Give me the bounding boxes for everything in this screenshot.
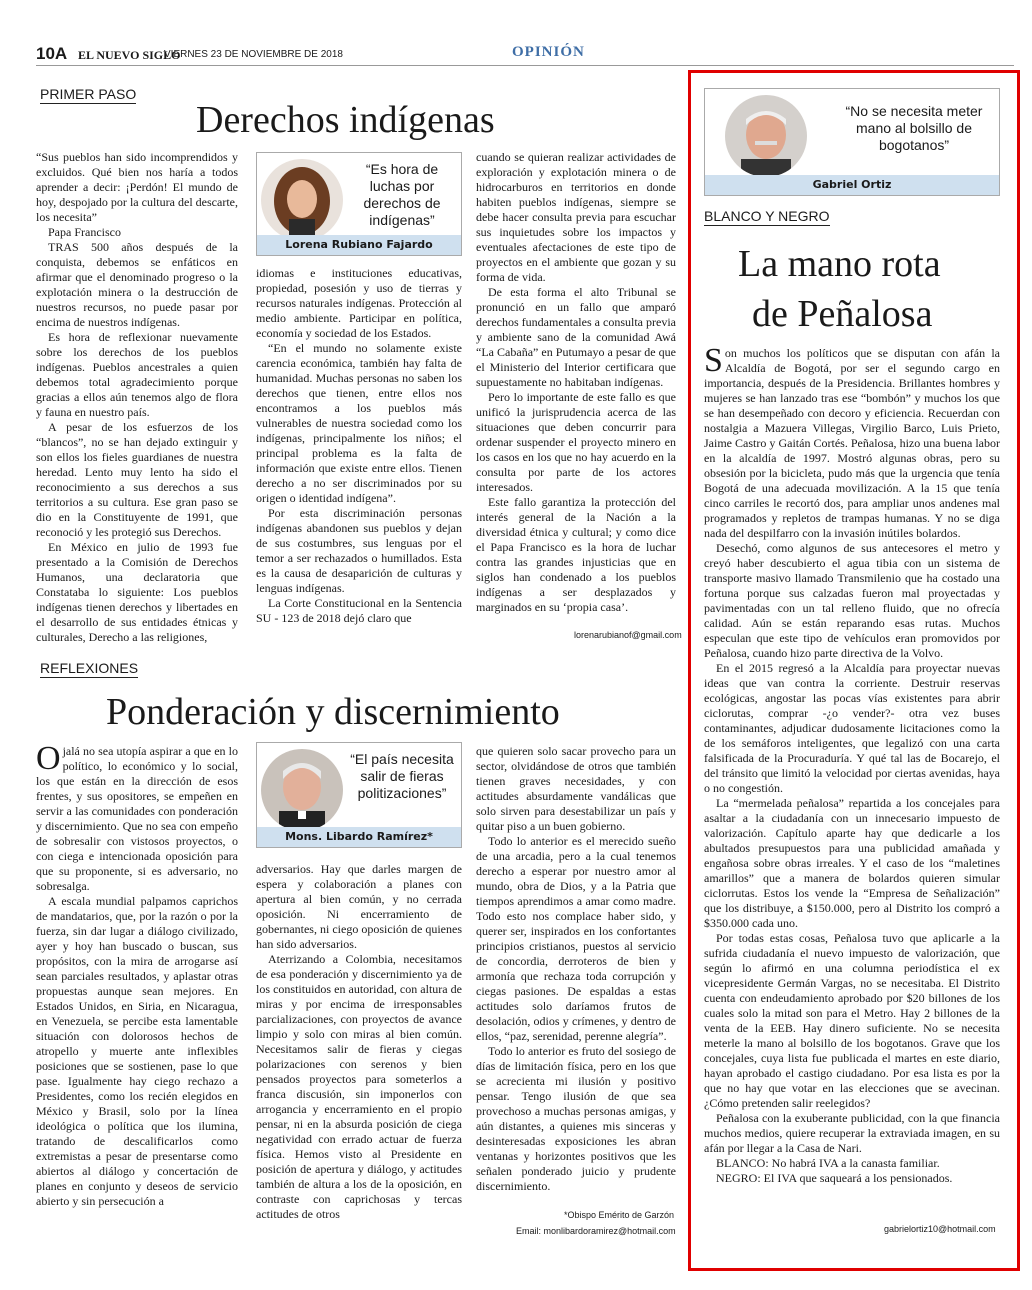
pull-quote-gabriel	[704, 88, 1000, 196]
paragraph: Este fallo garantiza la protección del interés general de la Nación a la diversidad étnica y cultural; y como dice el Papa Francisco es la hora de luchar contra las grandes injusticias que en siglos han condenado a los pueblos indígenas a ser desplazados y marginados en su ‘propia casa’.	[476, 495, 676, 614]
paragraph: Por todas estas cosas, Peñalosa tuvo que aplicarle a la sufrida ciudadanía el nuevo impuesto de valorización, que según lo afirmó en una columna periodística el ex vicepresidente Germán Vargas, no se necesitaba. El Distrito cuenta con endeudamiento aprobado por $20 billones de los cuales solo la mitad son para el Metro. Hay 2 billones de la venta de la EEB. Hay dinero suficiente. No se necesita meterle la mano al bolsillo de los bogotanos. Grave que los concejales, cuya lista fue publicada el martes en este diario, hayan aprobado el castigo ciudadano. Por esa lista es por la que no hay que votar en las elecciones que se avecinan. ¿Cómo pretenden salir reelegidos?	[704, 931, 1000, 1110]
column-label-blanco-negro: BLANCO Y NEGRO	[704, 208, 830, 224]
article2-col3	[476, 744, 676, 1208]
article2-col2	[256, 862, 462, 1270]
article3-text	[704, 346, 1000, 1186]
paragraph: Todo lo anterior es el merecido sueño de una arcadia, pero a la cual tenemos derecho a esperar por nuestro amor al mundo, obra de Dios, y a la Patria que tiempos aprendimos a amar como madre. Todo esto nos complace haber sido, y querer ser, inspirados en los confortantes principios cristianos, puestos al servicio de concordia, derroteros de bien y armonía que rechaza toda corrupción y ciegas pasiones. De espaldas a estas actitudes solo daríamos frutos de desolación, odios y crímenes, y dentro de ellos, “paz, serenidad, perenne alegría”.	[476, 834, 676, 1043]
paragraph: jalá no sea utopía aspirar a que en lo político, lo económico y lo social, los que están en la dirección de esos frentes, y sus opositores, se empeñen en servir a las comunidades con ponderación y discernimiento. Que no sea con empeño de sobresalir con vistosos proyectos, o con ciega e intencionada oposición para que su proponente, si es adversario, no sobresalga.	[36, 744, 238, 893]
paragraph: NEGRO: El IVA que saqueará a los pensionados.	[716, 1171, 953, 1185]
column-label-primer-paso: PRIMER PASO	[40, 86, 137, 102]
author-email-lorena[interactable]: lorenarubianof@gmail.com	[574, 630, 682, 640]
paragraph: “En el mundo no solamente existe carencia económica, también hay falta de humanidad. Muchas personas no saben los derechos que tienen, entre ellos nos encontramos a los pueblos más vulnerables de nuestra sociedad como los indígenas, principalmente los niños; el principal problema es la falta de información que existe entre ellos. Tienen derecho a no ser discriminados por su origen o identidad indígena”.	[256, 341, 462, 505]
page-number: 10A	[36, 44, 68, 63]
paragraph: Aterrizando a Colombia, necesitamos de esa ponderación y discernimiento ya de los constituidos en autoridad, con altura de miras y por encima de irresponsables parcializaciones, con proyectos de avance limpio y solo con miras al bien común. Necesitamos salir de fieras y ciegas polarizaciones con serenos y bien pensados proyectos para someterlos a franca discusión, sin imponerlos con arrogancia y encerramiento en el propio pensar, ni en la absurda posición de ciega negatividad con errado actuar de fuerza física. Hemos visto al Presidente en posición de apertura y diálogo, y actitudes también de altura a los de la oposición, en contraste con caprichosas y tercas actitudes de otros	[256, 952, 462, 1221]
author-name-band: Mons. Libardo Ramírez*	[257, 827, 461, 847]
paragraph: De esta forma el alto Tribunal se pronunció en un fallo que amparó derechos fundamentales a consulta previa y ambiente sano de la comunidad Awá “La Cabaña” en Putumayo a pesar de que el Ministerio del Interior certificara que supuestamente no habitaban indígenas.	[476, 285, 676, 389]
paragraph: on muchos los políticos que se disputan con afán la Alcaldía de Bogotá, por ser el segundo cargo en importancia, después de la Presidencia. Brillantes hombres y mujeres se han lanzado tras ese “bombón” y muchos los que se han desempeñado con decoro y eficiencia. Recuerdan con nostalgia a Mazuera Villegas, Virgilio Barco, Luis Prieto, Jaime Castro y Gaitán Cortés. Peñalosa, hizo una buena labor en la alcaldía de 1997. Mostró algunas obras, pero su obsesión por la bicicleta, pudo más que la urgencia que tenía Bogotá de una adecuada movilización. A la 15 que tenía cinco carriles le recortó dos, para ampliar unos andenes mal programados y repletos de trampas humanas. Y no se diga nada del despilfarro con la invasión inútiles bolardos.	[704, 346, 1000, 540]
paragraph: Desechó, como algunos de sus antecesores el metro y creyó haber descubierto el agua tibia con un sistema de transporte masivo llamado Transmilenio que ha costado una fortuna porque sus calzadas fueron mal proyectadas y pavimentadas con un tal relleno fluido, que no ofrecía calidad. Aún se están reparando esas rutas. Muchos especulan que este tipo de vehículos eran promovidos por Peñalosa, cuando hizo parte directiva de la Volvo.	[704, 541, 1000, 660]
pull-quote-text: “Es hora de luchas por derechos de indígenas”	[363, 161, 441, 228]
paragraph: “Sus pueblos han sido incomprendidos y excluidos. Qué bien nos haría a todos aprender a decir: ¡Perdón! El mundo de hoy, despojado por la cultura del descarte, los necesita”	[36, 150, 238, 224]
page-header	[36, 44, 1014, 66]
article-title-line2: de Peñalosa	[752, 293, 933, 335]
paragraph: En México en julio de 1993 fue presentado a la Comisión de Derechos Humanos, una declaratoria que Constataba lo siguiente: Los pueblos indígenas tienen derechos y libertades en el desarrollo de sus entidades étnicas y culturales, Derecho a las religiones,	[36, 540, 238, 644]
paragraph: En el 2015 regresó a la Alcaldía para proyectar nuevas ideas que van contra la corriente. Destruir reservas ecológicas, angostar las pocas vías existentes para abrir ciclorutas, comprar -¿o vender?- otra vez buses contaminantes, adjudicar dudosamente licitaciones como la de los semáforos inteligentes, que legalizó con una carta falsificada de la Procuraduría. Y qué tal las de Bocarejo, el del tránsito que limitó la velocidad por ciertas avenidas, haya o no congestión.	[704, 661, 1000, 795]
column-label-reflexiones: REFLEXIONES	[40, 660, 139, 676]
pull-quote-libardo	[256, 742, 462, 848]
paragraph: Peñalosa con la exuberante publicidad, con la que financia muchos medios, quiere recuperar la extraviada imagen, en su afán por llegar a la Casa de Nari.	[704, 1111, 1000, 1155]
paragraph: La “mermelada peñalosa” repartida a los concejales para asaltar a la ciudadanía con un innecesario impuesto de valorización. Capítulo aparte hay que dedicarle a los abultados presupuestos para una publicidad amañada y engañosa sobre obras irreales. Y el caso de los “maletines amarillos” que a manera de bolardos quieren simular ciclorrutas. Estos los vende la “Empresa de Señalización” que los distribuye, a $150.000, pero al Distrito los compró a $350.000 cada uno.	[704, 796, 1000, 930]
author-photo-gabriel	[725, 95, 807, 177]
article-title-line1: La mano rota	[738, 243, 941, 285]
issue-date: VIERNES 23 DE NOVIEMBRE DE 2018	[164, 49, 343, 60]
paragraph: A pesar de los esfuerzos de los “blancos”, no se han dejado extinguir y son ellos los fieles guardianes de nuestra heredad. Lento muy lento ha sido el reconocimiento a sus derechos a sus territorios a su cultura. Ese gran paso se dio en la Constituyente de 1991, que reconoció y les protegió sus Derechos.	[36, 420, 238, 539]
author-email-gabriel[interactable]: gabrielortiz10@hotmail.com	[884, 1224, 996, 1234]
newspaper-name: EL NUEVO SIGLO	[78, 48, 181, 62]
paragraph: Por esta discriminación personas indígenas abandonen sus pueblos y dejan de sus costumbres, sus lenguas por el temor a ser rechazados o humillados. Esta es la causa de desaparición de culturas y lenguas indígenas.	[256, 506, 462, 595]
paragraph: Papa Francisco	[48, 225, 121, 239]
paragraph: que quieren solo sacar provecho para un sector, olvidándose de otros que también tienen graves necesidades, y con actitudes absurdamente vandálicas que solo sirven para desestabilizar un país y quitar piso a un buen gobierno.	[476, 744, 676, 833]
pull-quote-text: “No se necesita meter mano al bolsillo de bogotanos”	[845, 103, 983, 153]
paragraph: BLANCO: No habrá IVA a la canasta familiar.	[716, 1156, 940, 1170]
paragraph: Todo lo anterior es fruto del sosiego de días de limitación física, pero en los que se acrecienta mi ilusión y positivo pensar. Tengo ilusión de que sea provechoso a muchas personas amigas, y aún distantes, a quienes mis sinceras y desinteresadas exposiciones les abran ventanas y horizontes positivos que les señalen ponderado juicio y prudente discernimiento.	[476, 1044, 676, 1193]
article-title-ponderacion: Ponderación y discernimiento	[106, 691, 560, 733]
article1-col2	[256, 266, 462, 646]
article1-col1	[36, 150, 238, 646]
article2-col1-text	[36, 744, 238, 1209]
paragraph: A escala mundial palpamos caprichos de mandatarios, que, por la razón o por la fuerza, sin dar lugar a diálogo civilizado, ayer y hoy han buscado o buscan, sus propósitos, con la mira de arrogarse así sean parciales resultados, y aplastar otras propuestas aunque sean mejores. En Estados Unidos, en Siria, en Nicaragua, en Venezuela, se percibe esta lamentable situación con dolorosos hechos de atropello y muerte ante inflexibles posiciones que se sostienen, pase lo que pase. Igualmente hay ciego rechazo a Presidentes, como los recién elegidos en México y Brasil, solo por la línea ideológica o política que los ilumina, tratando de descalificarlos como extremistas a pesar de presentarse como abiertos al diálogo y concertación de planes en conjunto y deseos de servicio abierto y sin persecución a	[36, 894, 238, 1208]
paragraph: TRAS 500 años después de la conquista, debemos se enfáticos en afirmar que el denominado progreso o la explotación minera o la destrucción de nuestros recursos, no puede pasar por encima de nuestros indígenas.	[36, 240, 238, 329]
paragraph: idiomas e instituciones educativas, propiedad, posesión y uso de tierras y recursos naturales indígenas. Protección al medio ambiente. Participar en política, economía y sociedad de los Estados.	[256, 266, 462, 340]
paragraph: Pero lo importante de este fallo es que unificó la jurisprudencia acerca de las situaciones que deben concurrir para ordenar suspender el proyecto minero en los casos en los que no hay acuerdo en la consulta por parte de los actores interesados.	[476, 390, 676, 494]
article1-col3	[476, 150, 676, 630]
paragraph: adversarios. Hay que darles margen de espera y colaboración a planes con apertura al bien común, y no cerrada oposición. Ni encerramiento de gobernantes, ni ciego oposición de quienes han sido adversarios.	[256, 862, 462, 951]
paragraph: Es hora de reflexionar nuevamente sobre los derechos de los pueblos indígenas. Pueblos ancestrales a quien debemos total agradecimiento porque gracias a ellos aún tenemos algo de flora y fauna en nuestro país.	[36, 330, 238, 419]
section-name: OPINIÓN	[512, 44, 585, 60]
author-photo-lorena	[261, 159, 343, 241]
author-photo-libardo	[261, 749, 343, 831]
paragraph: La Corte Constitucional en la Sentencia SU - 123 de 2018 dejó claro que	[256, 596, 462, 625]
author-name-band: Gabriel Ortiz	[705, 175, 999, 195]
pull-quote-text: “El país necesita salir de fieras politizaciones”	[350, 751, 454, 801]
article3-body	[704, 346, 1000, 1218]
drop-cap: O	[36, 744, 61, 777]
author-name-band: Lorena Rubiano Fajardo	[257, 235, 461, 255]
article-title-derechos: Derechos indígenas	[196, 99, 495, 141]
pull-quote-lorena	[256, 152, 462, 256]
drop-cap: S	[704, 346, 723, 379]
article2-col1	[36, 744, 238, 1270]
author-email-libardo[interactable]: Email: monlibardoramirez@hotmail.com	[516, 1226, 676, 1236]
author-footnote: *Obispo Emérito de Garzón	[564, 1210, 675, 1220]
paragraph: cuando se quieran realizar actividades de exploración y explotación minera o de hidrocarburos en territorios en donde habiten pueblos indígenas, siempre se debe hacer consulta previa para escuchar sus inquietudes sobre los impactos y eventuales afectaciones de este tipo de proyectos en el ambiente que gozan y su forma de vida.	[476, 150, 676, 284]
